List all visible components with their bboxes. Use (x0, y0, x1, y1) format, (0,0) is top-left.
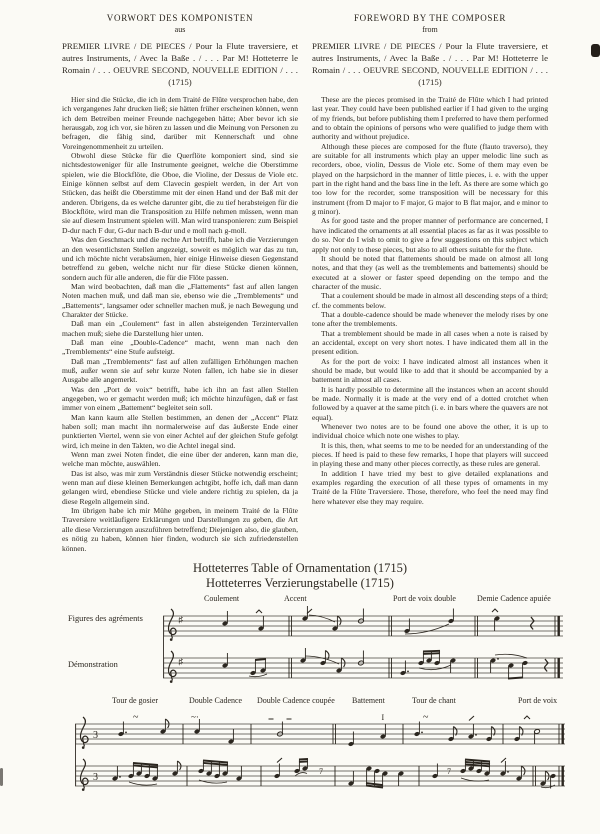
ornament-system-1 (0, 594, 600, 690)
system-barline (163, 616, 164, 678)
paragraph: Wenn man zwei Noten findet, die eine über der anderen, kann man die, welche man möchte, auswählen. (62, 450, 298, 469)
paragraph: Was den „Port de voix“ betrifft, habe ich ihn an fast allen Stellen angegeben, wo er gemacht werden muß; ich möchte hinzufügen, daß er fast immer von einem „Battement“ begleitet sein soll. (62, 384, 298, 413)
source-title-english-column: PREMIER LIVRE / DE PIECES / Pour la Flute traversiere, et autres Instruments, / Avec la Baße . / . . . Par M! Hotteterre le Romain / . . . OEUVRE SECOND, NOUVELLE EDITION / . . . (1715) (312, 41, 548, 87)
paragraph: It is hardly possible to determine all the instances when an accent should be made. Normally it is made at the very end of a dotted crotchet when followed by a quaver at the same pitch (i. e. in bars where the quavers are not equal). (312, 384, 548, 422)
paragraph: Obwohl diese Stücke für die Querflöte komponiert sind, sind sie nichtsdestoweniger für alle Instrumente geeignet, welche die Oberstimme spielen, wie die Blockflöte, die Oboe, die Violine, der Dessus de Viole etc. Einige können selbst auf dem Clavecin gespielt werden, in der Art von Stücken, das heißt die Oberstimme mit der einen Hand und der Baß mit der anderen. Übrigens, da es welche darunter gibt, die zu tief herabsteigen für die Blockflöte, wird man die Transposition zu Hilfe nehmen müssen, wenn man sie auf diesem Instrument spielen will. Man wird transponieren: zum Beispiel D-dur nach F dur, G-dur nach B-dur und e moll nach g-moll. (62, 151, 298, 235)
system-barline (75, 724, 76, 786)
ornament-label-accent: Accent (284, 593, 307, 603)
paragraph: It should be noted that flattements should be made on almost all long notes, and that they (as well as the tremblements and battements) should be executed at a slower or faster speed depending on the tempo and the character of the music. (312, 253, 548, 291)
paragraph: These are the pieces promised in the Traité de Flûte which I had printed last year. They could have been published earlier if I had given to the urging of my friends, but before publishing them I preferred to have them performed and to obtain the opinions of persons who were qualified to judge them with authority and without prejudice. (312, 95, 548, 142)
ornament-table-title-de: Hotteterres Verzierungstabelle (1715) (206, 575, 394, 590)
paragraph: As for the port de voix: I have indicated almost all instances when it should be made, but would like to add that it should be accompanied by a battement in almost all cases. (312, 356, 548, 385)
ornament-table-section (0, 561, 600, 810)
row-label-figures: Figures des agréments (68, 613, 143, 623)
paragraph: Man wird beobachten, daß man die „Flattements“ fast auf allen langen Noten machen muß, und daß man sie, ebenso wie die „Tremblements“ und „Battements“, langsamer oder schneller machen muß, je nach Bewegung und Charakter der Stücke. (62, 281, 298, 319)
paragraph: That a coulement should be made in almost all descending steps of a third; cf. the comments below. (312, 291, 548, 310)
svg-text:3: 3 (93, 771, 98, 783)
english-column-subheader: from (422, 25, 438, 34)
paragraph: Daß man ein „Coulement“ fast in allen absteigenden Terzintervallen machen muß; siehe die Darstellung hier unten. (62, 319, 298, 338)
ornament-table-title-en: Hotteterres Table of Ornamentation (1715) (192, 560, 408, 575)
ornament-label-coulement: Coulement (204, 593, 240, 603)
svg-text:7: 7 (319, 766, 323, 776)
svg-text:7: 7 (447, 766, 451, 776)
ornament-label-tour-de-gosier: Tour de gosier (112, 695, 159, 705)
svg-text:~: ~ (133, 713, 139, 723)
ornament-label-double-cadence: Double Cadence (189, 695, 243, 705)
english-column (312, 13, 548, 553)
paragraph: Was den Geschmack und die rechte Art betrifft, habe ich die Verzierungen an den wesentlichsten Stellen angezeigt, soweit es möglich war das zu tun, und ich möchte nicht verabsäumen, hier einige Hinweise diesen Gegenstand betreffend zu geben, welche nicht nur für diese Stücke dienen können, sondern auch für alle anderen, die für die Flöte passen. (62, 235, 298, 282)
ornament-label-port-de-voix: Port de voix (518, 695, 558, 705)
staff-figures-system2 (75, 714, 565, 754)
english-column-header: FOREWORD BY THE COMPOSER (353, 13, 507, 23)
paragraph: Man kann kaum alle Stellen bestimmen, an denen der „Accent“ Platz haben soll; man macht ihn normalerweise auf das äußerste Ende einer punktierten Viertel, wenn sie von einer Achtel auf der gleichen Stufe gefolgt wird, ich meine in den Takten, wo die Achtel inegal sind. (62, 412, 298, 450)
paragraph: Whenever two notes are to be found one above the other, it is up to individual choice which note one wishes to play. (312, 422, 548, 441)
ornament-label-port-de-voix-double: Port de voix double (393, 593, 456, 603)
paragraph: Although these pieces are composed for the flute (flauto traverso), they are suitable for all instruments which play an upper melodic line such as recorders, oboe, violin, Dessus de Viole etc. Some of them may even be played on the harpsichord in the manner of little pieces, i. e. with the upper part in the right hand and the bass line in the left. As there are some which go too low for the recorder, some transposition will be necessary for this instrument (from D major to F major, G major to B flat major, and e minor to g minor). (312, 141, 548, 217)
paragraph: That a tremblement should be made in all cases when a note is raised by an accidental, except on very short notes. I have indicated them all in the present edition. (312, 328, 548, 357)
german-column-subheader: aus (174, 25, 186, 34)
paragraph: Daß man eine „Double-Cadence“ macht, wenn man nach den „Tremblements“ eine Stufe aufsteigt. (62, 337, 298, 357)
ornament-label-battement: Battement (352, 695, 385, 705)
ornament-label-double-cadence-coupee: Double Cadence coupée (257, 695, 335, 705)
svg-text:3: 3 (93, 729, 98, 741)
german-column-header: VORWORT DES KOMPONISTEN (106, 13, 254, 23)
scan-smudge (0, 768, 3, 786)
staff-demonstration-system1 (163, 648, 563, 688)
svg-text:~: ~ (423, 713, 429, 723)
svg-text:♯: ♯ (178, 614, 183, 625)
paragraph: Das ist also, was mir zum Verständnis dieser Stücke notwendig erscheint; wenn man auf diese kleinen Bemerkungen achtgibt, hoffe ich, daß man dann gelangen wird, ebendiese Stücke und viele andere richtig zu spielen, da ja diese Regeln allgemein sind. (62, 468, 298, 506)
paragraph: That a double-cadence should be made whenever the melody rises by one tone after the tremblements. (312, 309, 548, 329)
paragraph: Hier sind die Stücke, die ich in dem Traité de Flûte versprochen habe, den ich vergangenes Jahr drucken ließ; sie hätten früher erscheinen können, wenn ich dem Betreiben meiner Freunde nachgegeben hätte; Aber bevor ich sie herausgab, zog ich vor, sie hören zu lassen und die Meinung von Personen zu befragen, die fähig sind, darüber mit Kennerschaft und ohne Voreingenommenheit zu urteilen. (62, 95, 298, 151)
paragraph: As for good taste and the proper manner of performance are concerned, I have indicated the ornaments at all essential places as far as it was possible to do so. Nor do I wish to omit to give a few suggestions on this subject which apply not only to these pieces, but also to all others suitable for the flute. (312, 216, 548, 254)
paragraph: In addition I have tried my best to give detailed explanations and examples regarding the execution of all these types of ornaments in my Traité de la Flûte Traversiere. Those, therefore, who feel the need may find here whatever else they may require. (312, 468, 548, 506)
paragraph: Im übrigen habe ich mir Mühe gegeben, in meinem Traité de la Flûte Traversiere weitläufigere Erklärungen und Darstellungen zu geben, die Art alle diese Verzierungen auszuführen betreffend; Diejenigen also, die glauben, es nötig zu haben, können hier finden, wodurch sie sich zufriedenstellen können. (62, 506, 298, 553)
staff-figures-system1 (163, 606, 563, 646)
svg-text:~·: ~· (191, 713, 199, 722)
german-column (62, 13, 298, 553)
staff-demonstration-system2 (75, 756, 565, 800)
source-title-german-column: PREMIER LIVRE / DE PIECES / Pour la Flute traversiere, et autres Instruments, / Avec la Baße . / . . . Par M! Hotteterre le Romain / . . . OEUVRE SECOND, NOUVELLE EDITION / . . . (1715) (62, 41, 298, 87)
ornament-label-demie-cadence: Demie Cadence apuiée (477, 593, 551, 603)
row-label-demonstration: Démonstration (68, 659, 118, 669)
paragraph: It is this, then, what seems to me to be needed for an understanding of the pieces. If heed is paid to these few remarks, I hope that players will succeed in playing these and many other pieces correctly, as these rules are general. (312, 440, 548, 469)
ornament-system-2 (0, 692, 600, 810)
scan-smudge (591, 44, 600, 57)
paragraph: Daß man „Tremblements“ fast auf allen zufälligen Erhöhungen machen muß, außer wenn sie auf sehr kurze Noten fallen, ich habe sie in dieser Ausgabe alle angemerkt. (62, 356, 298, 385)
svg-text:♯: ♯ (178, 656, 183, 667)
ornament-label-tour-de-chant: Tour de chant (412, 695, 456, 705)
svg-text:I: I (381, 713, 385, 722)
